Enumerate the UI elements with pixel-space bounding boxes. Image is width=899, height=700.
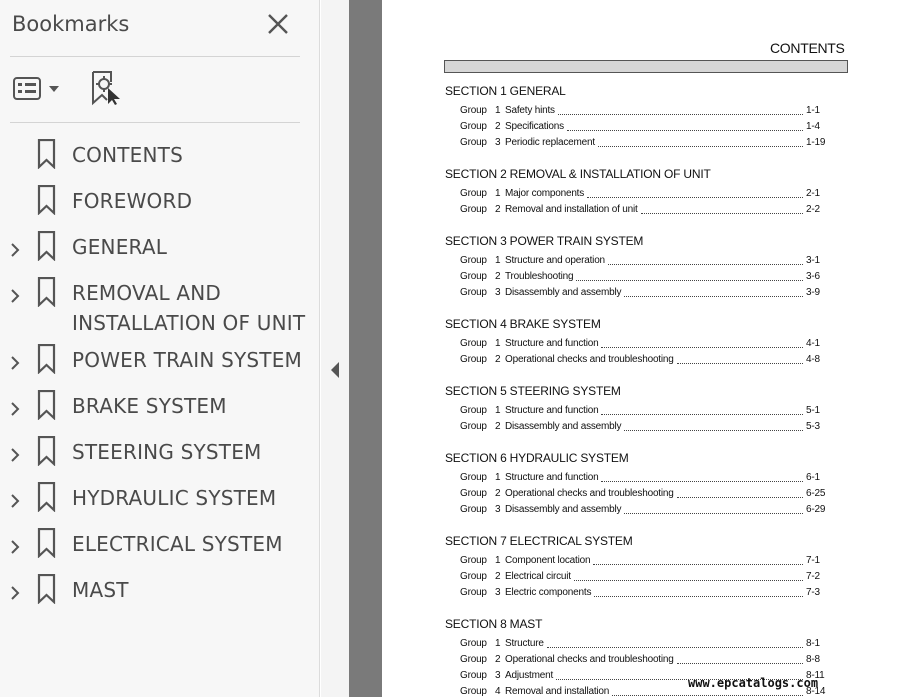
section-title: SECTION 5 STEERING SYSTEM: [445, 384, 621, 398]
bookmark-item[interactable]: [0, 180, 320, 226]
bookmark-icon: [37, 482, 56, 512]
page-number: 4-8: [806, 354, 820, 365]
leader-dots: [601, 472, 803, 482]
toc-entry[interactable]: [460, 354, 832, 368]
group-label: Group: [460, 121, 487, 132]
group-number: 1: [495, 255, 501, 266]
bookmarks-panel: [0, 0, 320, 697]
leader-dots: [641, 204, 803, 214]
group-number: 2: [495, 271, 501, 282]
group-label: Group: [460, 504, 487, 515]
group-label: Group: [460, 421, 487, 432]
bookmark-icon: [37, 574, 56, 604]
chevron-right-icon[interactable]: [9, 401, 21, 417]
panel-splitter[interactable]: [321, 0, 349, 697]
chevron-right-icon[interactable]: [9, 539, 21, 555]
leader-dots: [608, 255, 803, 265]
leader-dots: [624, 421, 803, 431]
bookmark-options-button[interactable]: [12, 76, 62, 102]
entry-title: Electric components: [505, 587, 592, 598]
group-number: 4: [495, 686, 501, 697]
group-number: 3: [495, 137, 501, 148]
entry-title: Adjustment: [505, 670, 554, 681]
entry-title: Removal and installation: [505, 686, 610, 697]
toc-entry[interactable]: [460, 654, 832, 668]
group-number: 3: [495, 504, 501, 515]
entry-title: Operational checks and troubleshooting: [505, 354, 674, 365]
toc-entry[interactable]: [460, 271, 832, 285]
bookmark-list: [0, 134, 320, 615]
page-number: 8-11: [806, 670, 825, 681]
group-number: 3: [495, 670, 501, 681]
page-number: 7-3: [806, 587, 820, 598]
leader-dots: [587, 188, 803, 198]
entry-title: Operational checks and troubleshooting: [505, 488, 674, 499]
collapse-panel-button[interactable]: [329, 361, 341, 379]
entry-title: Operational checks and troubleshooting: [505, 654, 674, 665]
page-number: 3-1: [806, 255, 820, 266]
bookmark-find-icon: [90, 70, 124, 106]
group-label: Group: [460, 686, 487, 697]
toc-entry[interactable]: [460, 638, 832, 652]
bookmark-label: HYDRAULIC SYSTEM: [72, 486, 277, 510]
bookmark-item[interactable]: [0, 431, 320, 477]
bookmark-label: STEERING SYSTEM: [72, 440, 262, 464]
bookmark-label: GENERAL: [72, 235, 168, 259]
group-number: 1: [495, 105, 501, 116]
chevron-right-icon[interactable]: [9, 493, 21, 509]
leader-dots: [594, 587, 803, 597]
section-title: SECTION 7 ELECTRICAL SYSTEM: [445, 534, 633, 548]
section-title: SECTION 3 POWER TRAIN SYSTEM: [445, 234, 644, 248]
leader-dots: [624, 287, 803, 297]
group-number: 2: [495, 421, 501, 432]
group-label: Group: [460, 638, 487, 649]
leader-dots: [598, 137, 803, 147]
page-number: 6-25: [806, 488, 826, 499]
group-label: Group: [460, 287, 487, 298]
panel-divider: [10, 56, 300, 57]
group-label: Group: [460, 105, 487, 116]
leader-dots: [601, 338, 803, 348]
entry-title: Periodic replacement: [505, 137, 595, 148]
group-number: 1: [495, 405, 501, 416]
entry-title: Structure and function: [505, 338, 599, 349]
entry-title: Structure and function: [505, 472, 599, 483]
toc-entry[interactable]: [460, 137, 832, 151]
group-label: Group: [460, 587, 487, 598]
bookmark-label: BRAKE SYSTEM: [72, 394, 227, 418]
heading-bar: [444, 60, 848, 73]
page-number: 1-1: [806, 105, 820, 116]
group-number: 1: [495, 555, 501, 566]
bookmark-icon: [37, 277, 56, 307]
bookmark-item[interactable]: [0, 339, 320, 385]
group-number: 1: [495, 638, 501, 649]
page-number: 3-6: [806, 271, 820, 282]
group-label: Group: [460, 654, 487, 665]
entry-title: Structure and function: [505, 405, 599, 416]
bookmark-label: REMOVAL AND INSTALLATION OF UNIT: [72, 281, 306, 335]
chevron-left-icon: [329, 361, 341, 379]
bookmark-item[interactable]: [0, 385, 320, 431]
group-number: 2: [495, 488, 501, 499]
section-title: SECTION 4 BRAKE SYSTEM: [445, 317, 601, 331]
close-panel-button[interactable]: [266, 12, 290, 36]
bookmark-icon: [37, 185, 56, 215]
entry-title: Component location: [505, 555, 591, 566]
bookmark-item[interactable]: [0, 477, 320, 523]
bookmark-label: FOREWORD: [72, 189, 193, 213]
leader-dots: [677, 488, 803, 498]
bookmark-label: ELECTRICAL SYSTEM: [72, 532, 283, 556]
group-label: Group: [460, 204, 487, 215]
entry-title: Electrical circuit: [505, 571, 571, 582]
group-label: Group: [460, 338, 487, 349]
panel-title: Bookmarks: [12, 12, 130, 36]
contents-heading: CONTENTS: [770, 40, 845, 56]
group-label: Group: [460, 137, 487, 148]
bookmark-label: CONTENTS: [72, 143, 183, 167]
entry-title: Removal and installation of unit: [505, 204, 638, 215]
group-number: 1: [495, 338, 501, 349]
group-number: 2: [495, 354, 501, 365]
bookmark-icon: [37, 528, 56, 558]
chevron-right-icon[interactable]: [9, 355, 21, 371]
section-title: SECTION 8 MAST: [445, 617, 543, 631]
page-number: 6-1: [806, 472, 820, 483]
entry-title: Structure and operation: [505, 255, 605, 266]
group-label: Group: [460, 354, 487, 365]
bookmark-icon: [37, 344, 56, 374]
page-number: 1-4: [806, 121, 820, 132]
toc-entry[interactable]: [460, 405, 832, 419]
toc-entry[interactable]: [460, 472, 832, 486]
leader-dots: [574, 571, 803, 581]
group-label: Group: [460, 472, 487, 483]
page-number: 3-9: [806, 287, 820, 298]
leader-dots: [677, 654, 803, 664]
group-number: 2: [495, 121, 501, 132]
bookmark-icon: [37, 231, 56, 261]
bookmark-icon: [37, 436, 56, 466]
entry-title: Structure: [505, 638, 544, 649]
bookmark-item[interactable]: [0, 226, 320, 272]
entry-title: Disassembly and assembly: [505, 421, 622, 432]
page-number: 6-29: [806, 504, 826, 515]
toc-entry[interactable]: [460, 121, 832, 135]
page-number: 1-19: [806, 137, 826, 148]
group-label: Group: [460, 188, 487, 199]
bookmark-label: MAST: [72, 578, 129, 602]
group-number: 1: [495, 188, 501, 199]
bookmark-item[interactable]: [0, 272, 320, 339]
list-options-icon: [12, 76, 62, 102]
section-title: SECTION 2 REMOVAL & INSTALLATION OF UNIT: [445, 167, 711, 181]
section-title: SECTION 6 HYDRAULIC SYSTEM: [445, 451, 629, 465]
leader-dots: [601, 405, 803, 415]
bookmark-icon: [37, 139, 56, 169]
page-number: 2-2: [806, 204, 820, 215]
entry-title: Specifications: [505, 121, 564, 132]
leader-dots: [624, 504, 803, 514]
toc-entry[interactable]: [460, 421, 832, 435]
leader-dots: [547, 638, 803, 648]
toolbar-divider: [10, 122, 300, 123]
group-label: Group: [460, 488, 487, 499]
leader-dots: [576, 271, 803, 281]
entry-title: Major components: [505, 188, 585, 199]
chevron-right-icon[interactable]: [9, 288, 21, 304]
group-label: Group: [460, 271, 487, 282]
leader-dots: [558, 105, 803, 115]
toc-entry[interactable]: [460, 204, 832, 218]
page-number: 2-1: [806, 188, 820, 199]
bookmark-item[interactable]: [0, 523, 320, 569]
chevron-right-icon[interactable]: [9, 447, 21, 463]
toc-entry[interactable]: [460, 488, 832, 502]
page-number: 4-1: [806, 338, 820, 349]
page-number: 8-8: [806, 654, 820, 665]
bookmark-item[interactable]: [0, 134, 320, 180]
group-number: 2: [495, 654, 501, 665]
group-label: Group: [460, 571, 487, 582]
page-number: 7-1: [806, 555, 820, 566]
group-number: 2: [495, 571, 501, 582]
group-label: Group: [460, 670, 487, 681]
entry-title: Disassembly and assembly: [505, 504, 622, 515]
bookmark-item[interactable]: [0, 569, 320, 615]
page-number: 5-3: [806, 421, 820, 432]
toc-entry[interactable]: [460, 105, 832, 119]
find-current-bookmark-button[interactable]: [90, 70, 124, 106]
group-label: Group: [460, 405, 487, 416]
section-title: SECTION 1 GENERAL: [445, 84, 566, 98]
leader-dots: [593, 555, 803, 565]
toc-entry[interactable]: [460, 504, 832, 518]
group-number: 3: [495, 287, 501, 298]
entry-title: Safety hints: [505, 105, 555, 116]
entry-title: Troubleshooting: [505, 271, 574, 282]
toc-entry[interactable]: [460, 338, 832, 352]
group-label: Group: [460, 555, 487, 566]
page-number: 8-14: [806, 686, 826, 697]
close-icon: [266, 12, 290, 36]
bookmark-label: POWER TRAIN SYSTEM: [72, 348, 302, 372]
toc-entry[interactable]: [460, 571, 832, 585]
toc-entry[interactable]: [460, 287, 832, 301]
chevron-right-icon[interactable]: [9, 585, 21, 601]
page-number: 7-2: [806, 571, 820, 582]
group-number: 1: [495, 472, 501, 483]
page-number: 8-1: [806, 638, 820, 649]
bookmark-icon: [37, 390, 56, 420]
document-background: [349, 0, 382, 697]
entry-title: Disassembly and assembly: [505, 287, 622, 298]
leader-dots: [567, 121, 803, 131]
group-number: 3: [495, 587, 501, 598]
watermark: www.epcatalogs.com: [688, 676, 819, 690]
toc-entry[interactable]: [460, 188, 832, 202]
group-number: 2: [495, 204, 501, 215]
toc-entry[interactable]: [460, 555, 832, 569]
leader-dots: [677, 354, 803, 364]
toc-entry[interactable]: [460, 587, 832, 601]
chevron-right-icon[interactable]: [9, 242, 21, 258]
group-label: Group: [460, 255, 487, 266]
page-number: 5-1: [806, 405, 820, 416]
toc-entry[interactable]: [460, 255, 832, 269]
